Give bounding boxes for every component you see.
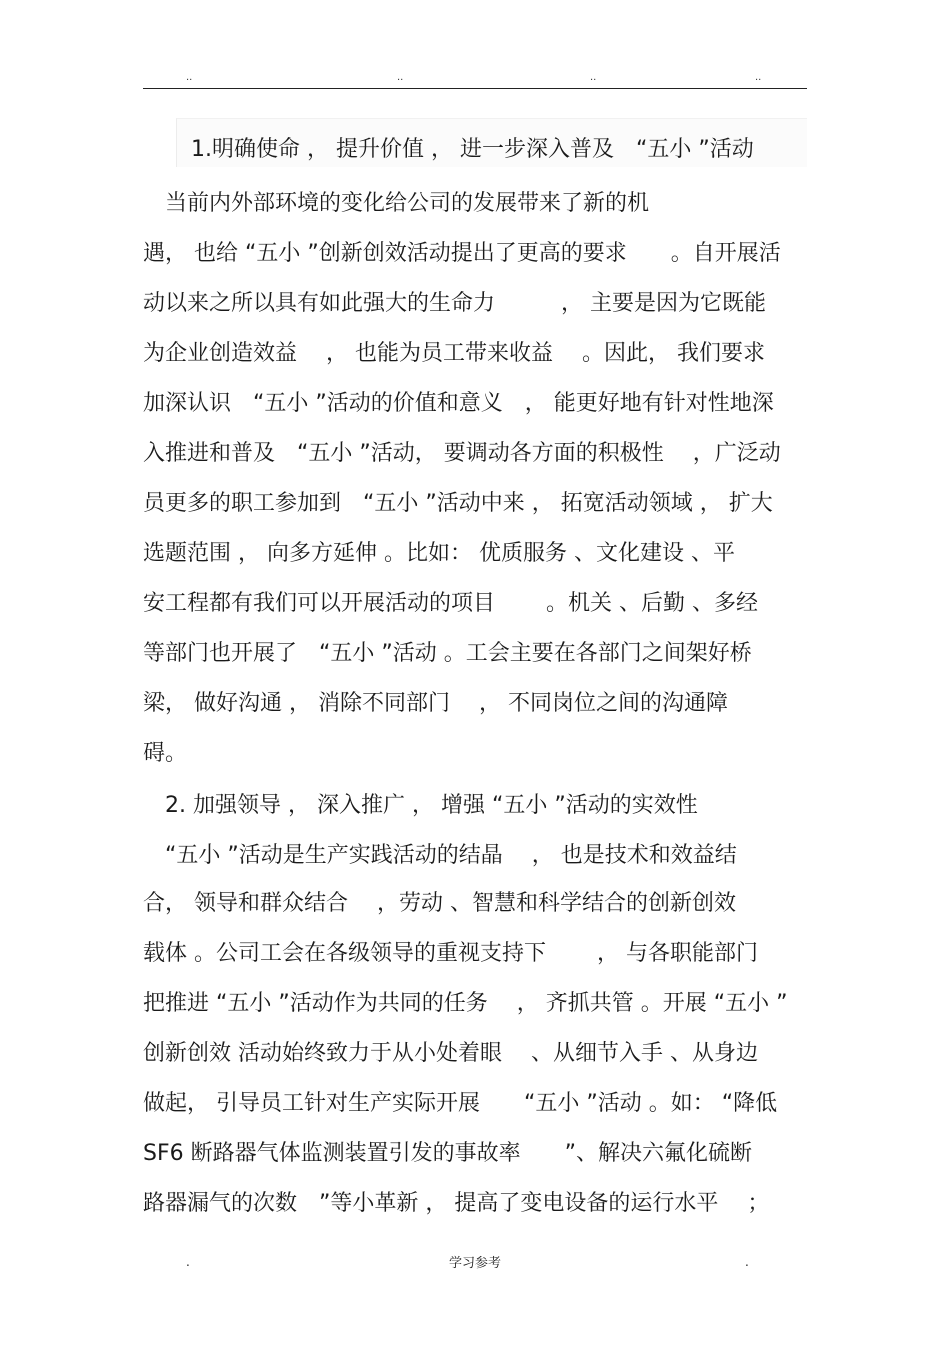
body-line-5: 加深认识 “五小 ”活动的价值和意义 ， 能更好地有针对性地深 <box>143 391 774 416</box>
header-dot-4: .. <box>755 72 762 83</box>
body-line-4: 为企业创造效益 ， 也能为员工带来收益 。因此， 我们要求 <box>143 341 765 366</box>
body-line-16: 载体 。公司工会在各级领导的重视支持下 ， 与各职能部门 <box>143 941 758 966</box>
body-line-14: “五小 ”活动是生产实践活动的结晶 ， 也是技术和效益结 <box>143 843 737 868</box>
header-dot-2: .. <box>397 72 404 83</box>
body-line-19: 做起， 引导员工针对生产实际开展 “五小 ”活动 。如： “降低 <box>143 1091 778 1116</box>
body-line-6: 入推进和普及 “五小 ”活动， 要调动各方面的积极性 ，广泛动 <box>143 441 781 466</box>
body-line-2: 遇， 也给 “五小 ”创新创效活动提出了更高的要求 。自开展活 <box>143 241 781 266</box>
body-line-17: 把推进 “五小 ”活动作为共同的任务 ， 齐抓共管 。开展 “五小 ” <box>143 991 788 1016</box>
header-rule <box>143 88 807 89</box>
body-line-3: 动以来之所以具有如此强大的生命力 ， 主要是因为它既能 <box>143 291 766 316</box>
body-line-10: 等部门也开展了 “五小 ”活动 。工会主要在各部门之间架好桥 <box>143 641 752 666</box>
body-line-12: 碍。 <box>143 741 188 766</box>
header-dots <box>0 72 950 86</box>
header-dot-1: .. <box>186 72 193 83</box>
body-line-21: 路器漏气的次数 ”等小革新 ， 提高了变电设备的运行水平 ； <box>143 1191 770 1216</box>
header-dot-3: .. <box>590 72 597 83</box>
body-line-7: 员更多的职工参加到 “五小 ”活动中来 ， 拓宽活动领域 ， 扩大 <box>143 491 773 516</box>
section-heading-2: 2. 加强领导 ， 深入推广 ， 增强 “五小 ”活动的实效性 <box>143 793 698 818</box>
body-line-9: 安工程都有我们可以开展活动的项目 。机关 、后勤 、多经 <box>143 591 758 616</box>
section-heading-1: 1.明确使命 ， 提升价值 ， 进一步深入普及 “五小 ”活动 <box>191 137 754 162</box>
footer-right-dot: . <box>745 1255 749 1269</box>
footer-left-dot: . <box>186 1255 190 1269</box>
body-line-20: SF6 断路器气体监测装置引发的事故率 ”、解决六氟化硫断 <box>143 1141 753 1166</box>
section-heading-box <box>176 118 807 167</box>
body-line-18: 创新创效 活动始终致力于从小处着眼 、从细节入手 、从身边 <box>143 1041 758 1066</box>
footer-text: 学习参考 <box>448 1256 501 1271</box>
body-line-8: 选题范围 ， 向多方延伸 。比如： 优质服务 、文化建设 、平 <box>143 541 735 566</box>
body-line-15: 合， 领导和群众结合 ，劳动 、智慧和科学结合的创新创效 <box>143 891 736 916</box>
body-line-11: 梁， 做好沟通 ， 消除不同部门 ， 不同岗位之间的沟通障 <box>143 691 728 716</box>
body-line-1: 当前内外部环境的变化给公司的发展带来了新的机 <box>143 191 650 216</box>
